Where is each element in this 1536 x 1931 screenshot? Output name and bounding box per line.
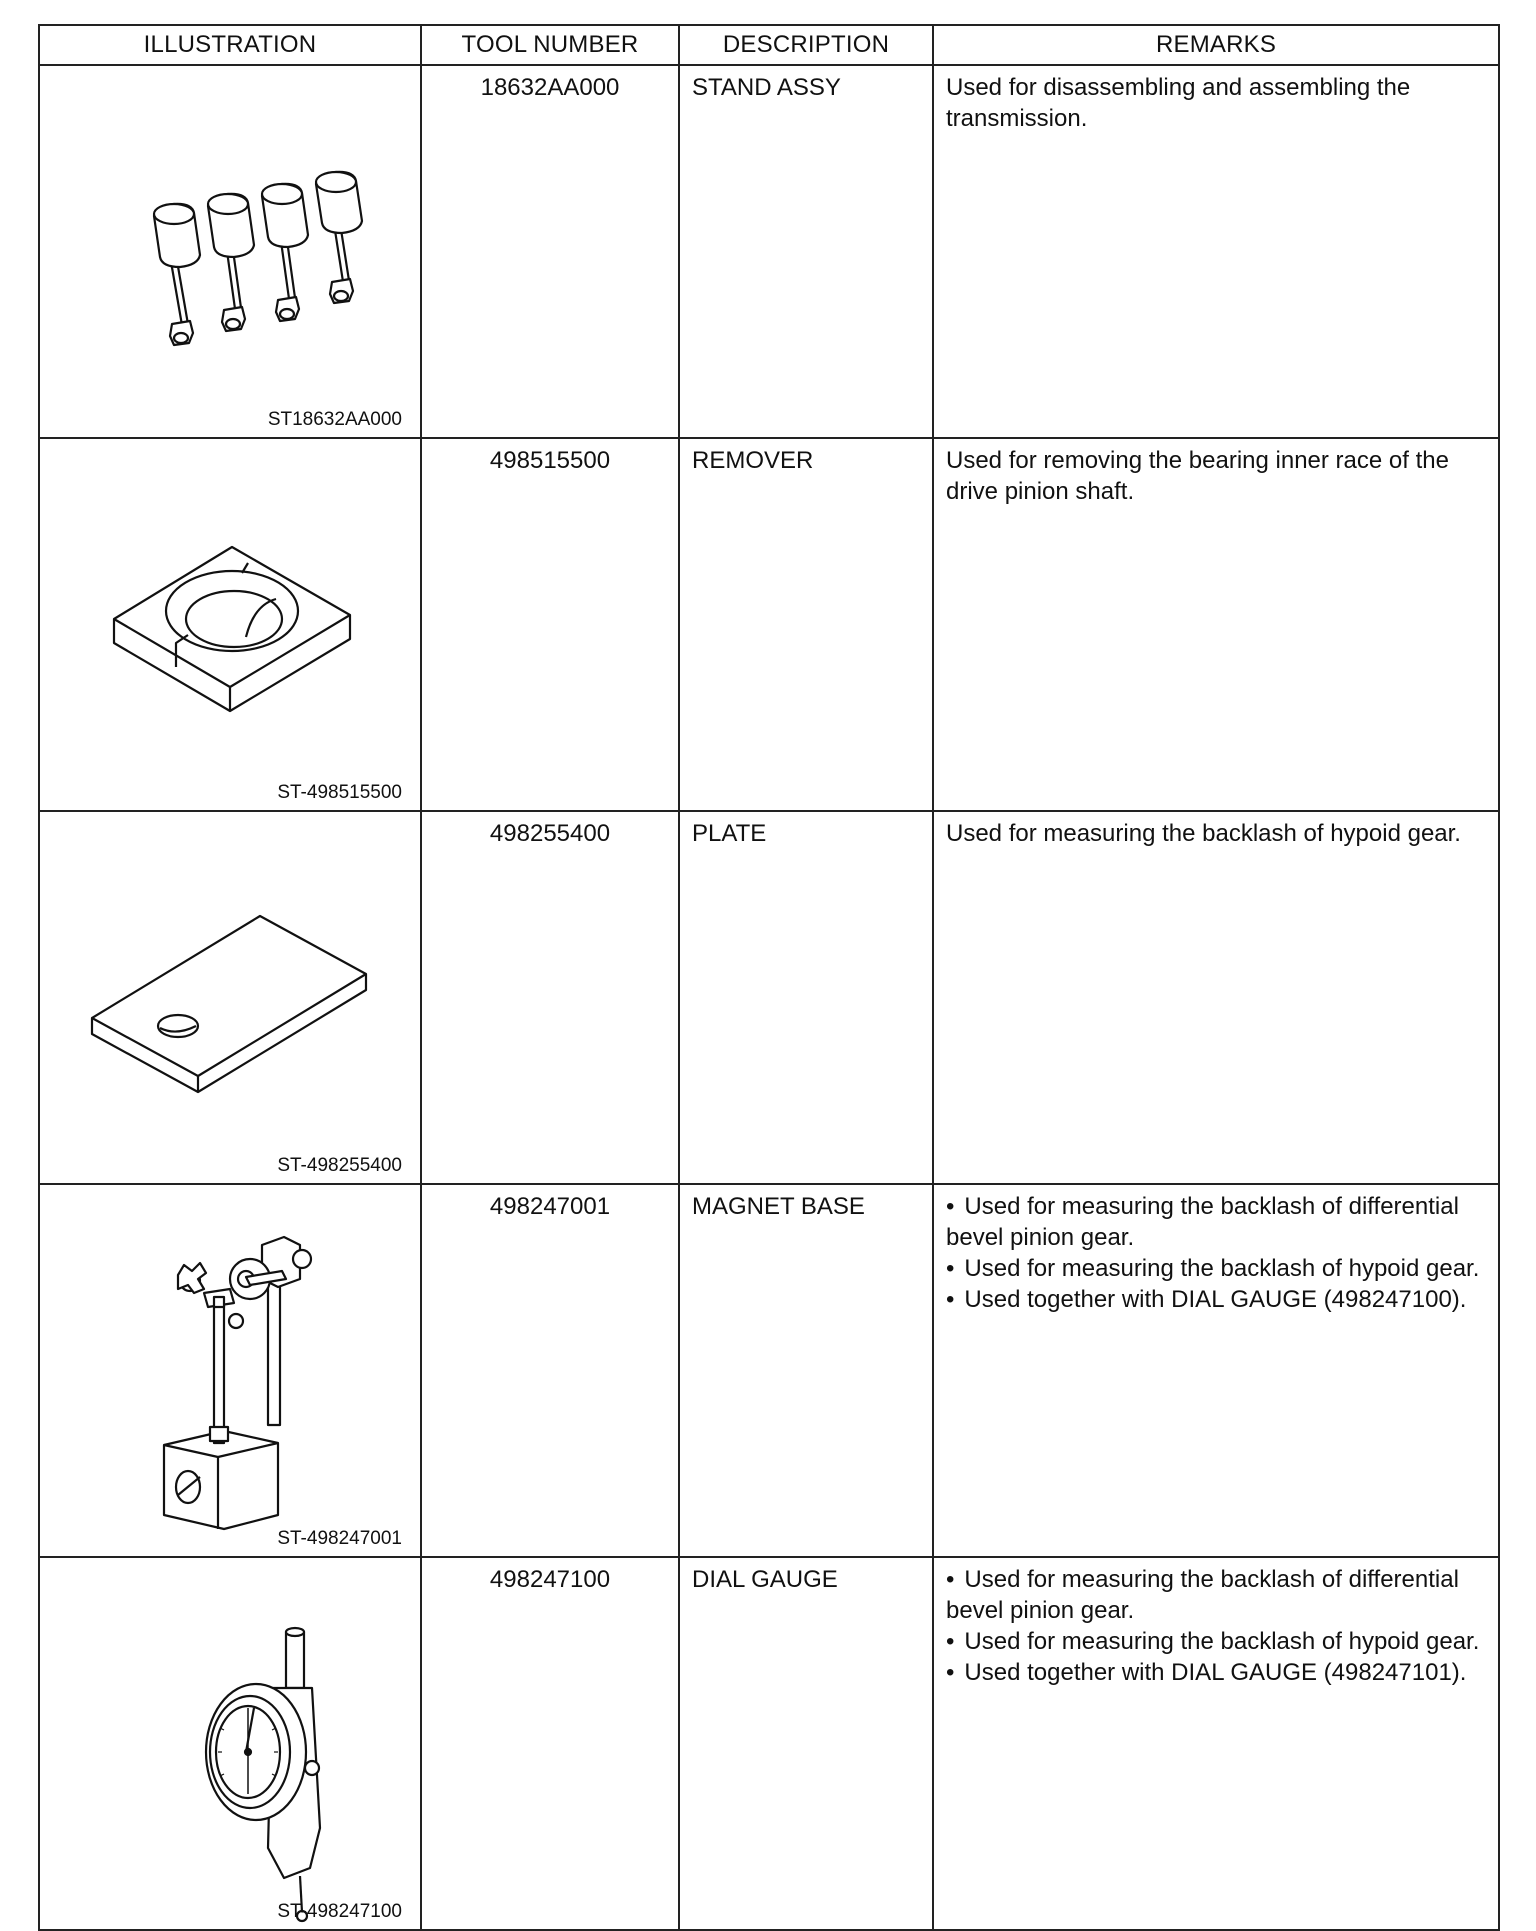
- bullet-icon: •: [946, 1286, 955, 1313]
- tool-description: DIAL GAUGE: [692, 1566, 838, 1593]
- header-description: DESCRIPTION: [679, 25, 933, 65]
- plate-illustration: [40, 812, 422, 1183]
- bullet-icon: •: [946, 1659, 955, 1686]
- illustration-cell: [39, 438, 421, 811]
- table-row: [39, 1557, 1499, 1930]
- dial-gauge-illustration: [40, 1558, 422, 1929]
- tool-number: 498255400: [489, 820, 611, 847]
- remark-text: Used for measuring the backlash of hypoid gear.: [946, 820, 1461, 847]
- illustration-cell: [39, 1184, 421, 1557]
- tool-description: REMOVER: [692, 447, 814, 474]
- remover-illustration: [40, 439, 422, 810]
- table-row: [39, 65, 1499, 438]
- description-cell: [679, 1557, 933, 1930]
- header-tool-number: TOOL NUMBER: [421, 25, 679, 65]
- description-cell: [679, 811, 933, 1184]
- remark-item: [946, 1657, 1488, 1688]
- table-row: [39, 811, 1499, 1184]
- remark-text: Used together with DIAL GAUGE (498247100).: [964, 1286, 1467, 1313]
- remark-text: Used for measuring the backlash of hypoid gear.: [964, 1255, 1480, 1282]
- illustration-code: ST-498247100: [277, 1901, 402, 1922]
- bullet-icon: •: [946, 1628, 955, 1655]
- tool-description: STAND ASSY: [692, 74, 841, 101]
- stand-post-1: [154, 204, 200, 345]
- remark-text: Used for disassembling and assembling the transmission.: [946, 74, 1411, 132]
- description-cell: [679, 65, 933, 438]
- stand-post-4: [316, 172, 362, 303]
- illustration-code: ST-498515500: [277, 782, 402, 803]
- illustration-cell: [39, 1557, 421, 1930]
- illustration-code: ST-498247001: [277, 1528, 402, 1549]
- tool-number-cell: [421, 811, 679, 1184]
- remarks-cell: [933, 1557, 1499, 1930]
- remark-item: [946, 1626, 1488, 1657]
- header-row: [39, 25, 1499, 65]
- description-cell: [679, 1184, 933, 1557]
- tool-number: 498515500: [489, 447, 611, 474]
- tool-number-cell: [421, 1184, 679, 1557]
- header-illustration: ILLUSTRATION: [39, 25, 421, 65]
- remark-text: Used for measuring the backlash of hypoid gear.: [964, 1628, 1480, 1655]
- remark-item: [946, 1253, 1488, 1284]
- remark-text: Used for removing the bearing inner race of the drive pinion shaft.: [946, 447, 1449, 505]
- tool-description: MAGNET BASE: [692, 1193, 865, 1220]
- magnet-base-illustration: [40, 1185, 422, 1556]
- tool-number: 498247001: [489, 1193, 611, 1220]
- illustration-code: ST18632AA000: [267, 409, 402, 430]
- tool-number: 18632AA000: [480, 74, 620, 101]
- remark-text: Used for measuring the backlash of differential bevel pinion gear.: [946, 1193, 1459, 1251]
- remark-text: Used together with DIAL GAUGE (498247101).: [964, 1659, 1467, 1686]
- remark-item: [946, 1564, 1488, 1626]
- table-row: [39, 1184, 1499, 1557]
- header-remarks: REMARKS: [933, 25, 1499, 65]
- stand-post-2: [208, 194, 254, 331]
- special-tools-table: [38, 24, 1500, 1931]
- tool-number-cell: [421, 438, 679, 811]
- bullet-icon: •: [946, 1255, 955, 1282]
- bullet-icon: •: [946, 1566, 955, 1593]
- remarks-cell: [933, 1184, 1499, 1557]
- stand-post-3: [262, 184, 308, 321]
- remark-text: Used for measuring the backlash of differential bevel pinion gear.: [946, 1566, 1459, 1624]
- remark-item: [946, 1284, 1488, 1315]
- tool-number-cell: [421, 1557, 679, 1930]
- description-cell: [679, 438, 933, 811]
- remarks-cell: [933, 65, 1499, 438]
- tool-number-cell: [421, 65, 679, 438]
- stand-assy-illustration: [40, 66, 422, 437]
- illustration-cell: [39, 811, 421, 1184]
- illustration-code: ST-498255400: [277, 1155, 402, 1176]
- remarks-cell: [933, 438, 1499, 811]
- remark-item: [946, 1191, 1488, 1253]
- bullet-icon: •: [946, 1193, 955, 1220]
- tool-description: PLATE: [692, 820, 767, 847]
- illustration-cell: [39, 65, 421, 438]
- table-row: [39, 438, 1499, 811]
- remarks-cell: [933, 811, 1499, 1184]
- tool-number: 498247100: [489, 1566, 611, 1593]
